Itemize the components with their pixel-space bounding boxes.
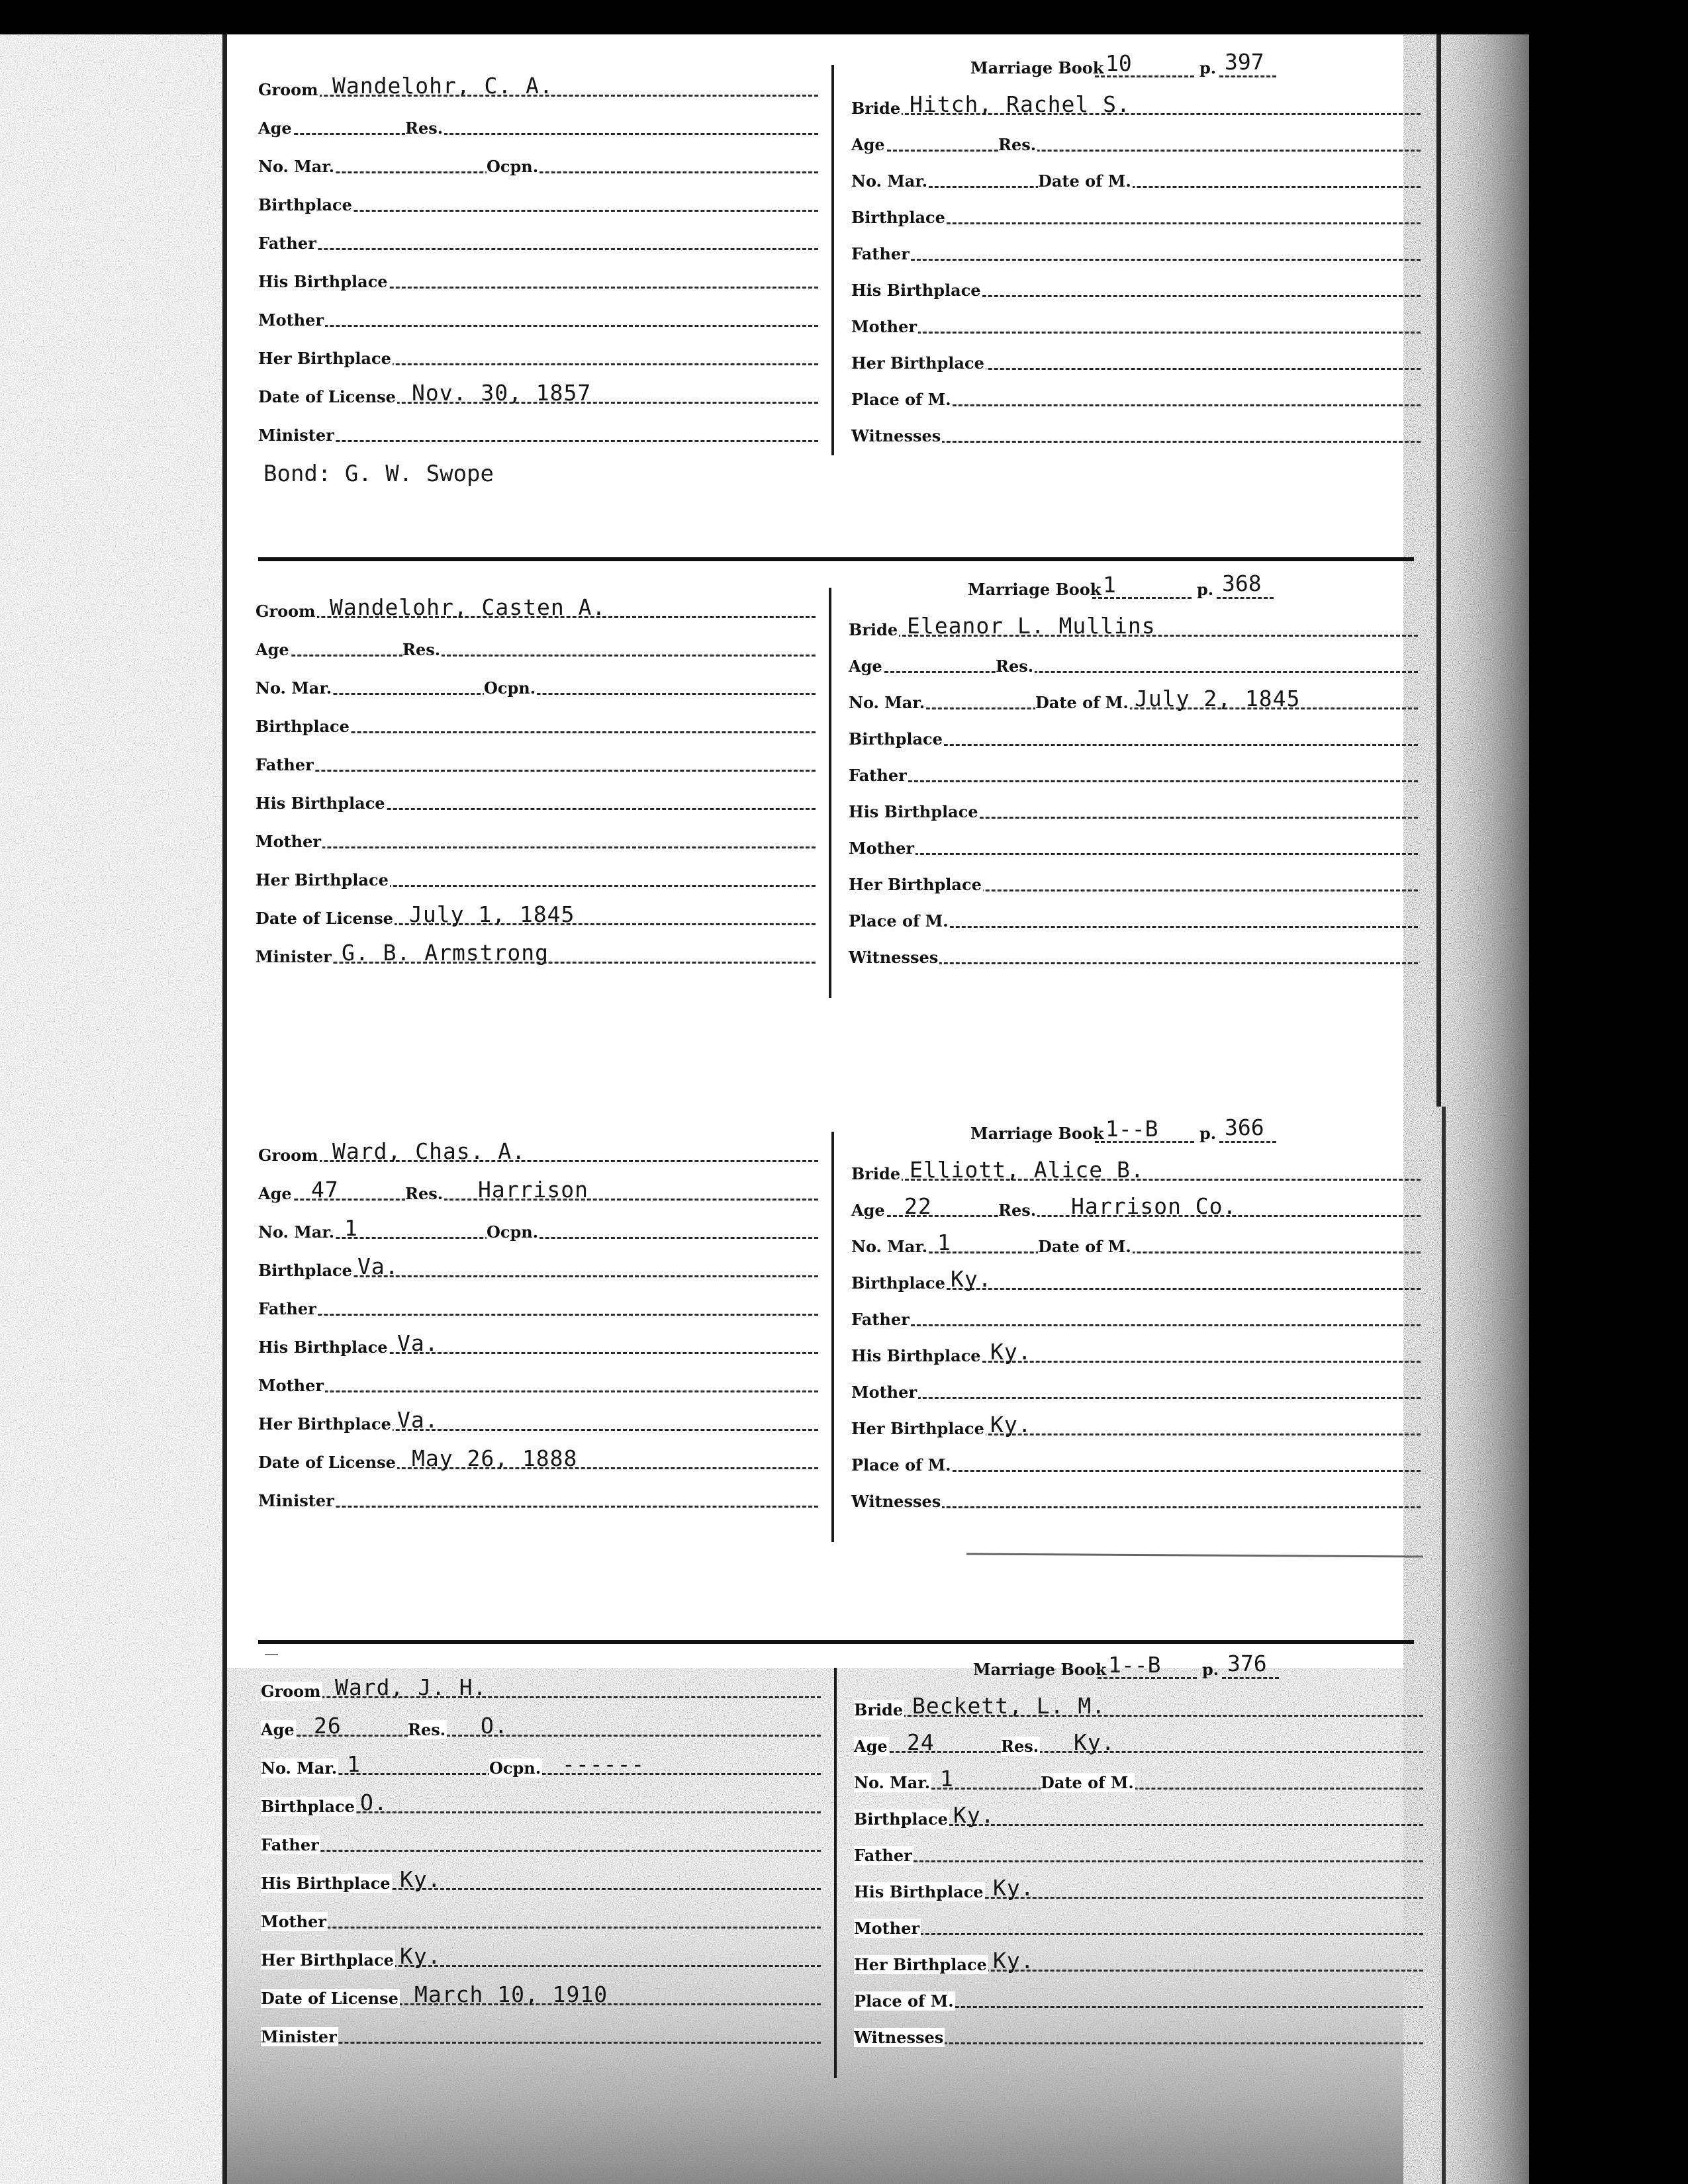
bride-field-row: [851, 273, 1421, 305]
groom-field-row: [258, 418, 818, 450]
field-value: Eleanor L. Mullins: [907, 613, 1156, 639]
bride-field-row: [851, 1448, 1421, 1480]
dotted-fill-line: [851, 1251, 1421, 1253]
dotted-fill-line: [849, 780, 1418, 782]
bride-field-row: [851, 310, 1421, 341]
dotted-fill-line: [261, 1927, 821, 1929]
bride-field-row: [851, 1412, 1421, 1443]
field-label: Mother: [256, 832, 322, 851]
bride-field-row: [851, 1339, 1421, 1371]
field-label: Mother: [258, 310, 324, 330]
groom-field-row: [256, 594, 816, 626]
field-label: Mother: [849, 839, 915, 858]
field-label: Bride: [851, 99, 901, 118]
dotted-fill-line: [1219, 1141, 1276, 1143]
field-value: Wandelohr, Casten A.: [330, 594, 606, 620]
dotted-fill-line: [851, 186, 1421, 188]
groom-field-row: [258, 380, 818, 412]
field-value: 1: [937, 1230, 951, 1255]
field-label: Place of M.: [851, 1455, 951, 1475]
field-label: Her Birthplace: [849, 875, 982, 894]
field-label-secondary: Res.: [405, 1184, 444, 1203]
field-value: 1: [347, 1751, 361, 1777]
marriage-book-label: Marriage Book: [973, 1660, 1107, 1679]
bride-field-row: [854, 1875, 1423, 1907]
field-value: Wandelohr, C. A.: [332, 73, 553, 99]
field-value: 1: [940, 1766, 954, 1792]
field-label-secondary: Res.: [402, 640, 441, 659]
field-value: 22: [904, 1193, 932, 1219]
field-label: Father: [258, 234, 316, 253]
bride-field-row: [849, 940, 1418, 972]
groom-field-row: [256, 786, 816, 818]
field-value: 26: [314, 1713, 342, 1739]
marriage-book-number: 1: [1103, 572, 1116, 598]
field-label-secondary: Date of M.: [1038, 1237, 1131, 1256]
field-value: March 10, 1910: [414, 1981, 608, 2007]
groom-field-row: [256, 748, 816, 780]
bride-field-row: [854, 1911, 1423, 1943]
bride-field-row: [854, 1984, 1423, 2016]
field-label: Birthplace: [854, 1809, 948, 1829]
field-value-secondary: ------: [562, 1751, 645, 1777]
groom-field-row: [261, 1943, 821, 1975]
black-margin-right: [1529, 0, 1688, 2184]
field-value: O.: [360, 1790, 388, 1815]
dotted-fill-line: [258, 325, 818, 327]
field-label: Mother: [261, 1912, 327, 1931]
groom-field-row: [258, 150, 818, 181]
column-divider: [829, 588, 831, 998]
groom-field-row: [258, 188, 818, 220]
left-scan-speckle: [0, 0, 225, 2184]
field-label: No. Mar.: [851, 171, 928, 191]
field-label: Witnesses: [851, 426, 941, 445]
field-label-secondary: Res.: [998, 135, 1037, 154]
groom-field-row: [258, 1484, 818, 1516]
bride-field-row: [849, 649, 1418, 681]
field-value: Ky.: [400, 1943, 442, 1969]
groom-field-row: [261, 1713, 821, 1745]
field-label: Her Birthplace: [256, 870, 389, 889]
field-label: No. Mar.: [258, 1222, 335, 1242]
groom-field-row: [258, 1330, 818, 1362]
bride-field-row: [849, 613, 1418, 645]
page-label: p.: [1197, 580, 1214, 599]
marriage-book-number: 1--B: [1105, 1116, 1158, 1142]
groom-field-row: [258, 73, 818, 105]
field-value: Va.: [357, 1253, 399, 1279]
field-label: Bride: [851, 1164, 901, 1183]
field-label: Minister: [261, 2027, 337, 2046]
dotted-fill-line: [256, 770, 816, 772]
bride-field-row: [851, 164, 1421, 196]
field-label: His Birthplace: [258, 1338, 388, 1357]
field-label: Date of License: [258, 1453, 396, 1472]
bride-field-row: [849, 758, 1418, 790]
field-label-secondary: Ocpn.: [487, 1222, 539, 1242]
field-value: Ky.: [400, 1866, 442, 1892]
field-label: Bride: [854, 1700, 904, 1719]
dotted-fill-line: [258, 1506, 818, 1508]
field-label: Age: [258, 1184, 292, 1203]
field-label: Birthplace: [258, 1261, 352, 1280]
groom-field-row: [258, 303, 818, 335]
field-label: Her Birthplace: [258, 1414, 391, 1433]
groom-field-row: [256, 863, 816, 895]
groom-field-row: [256, 633, 816, 664]
card-divider: [258, 557, 1414, 561]
column-divider: [831, 65, 834, 455]
dotted-fill-line: [854, 1860, 1423, 1862]
field-label: Birthplace: [851, 208, 945, 227]
dotted-fill-line: [261, 1735, 821, 1737]
field-label: Mother: [854, 1919, 920, 1938]
dotted-fill-line: [851, 150, 1421, 152]
marriage-book-page: 366: [1225, 1115, 1264, 1140]
field-label: Birthplace: [851, 1273, 945, 1293]
dotted-fill-line: [849, 853, 1418, 855]
dotted-fill-line: [258, 248, 818, 250]
groom-field-row: [258, 1253, 818, 1285]
field-value: Ky.: [990, 1412, 1032, 1437]
field-label: His Birthplace: [851, 281, 981, 300]
groom-field-row: [256, 825, 816, 856]
field-label: No. Mar.: [261, 1758, 338, 1778]
bride-field-row: [851, 201, 1421, 232]
marriage-book-label: Marriage Book: [970, 1124, 1104, 1143]
field-value: Elliott, Alice B.: [910, 1157, 1145, 1183]
bride-field-row: [854, 1766, 1423, 1797]
bride-field-row: [849, 904, 1418, 936]
bride-field-row: [849, 795, 1418, 827]
dotted-fill-line: [851, 1397, 1421, 1399]
page-label: p.: [1199, 1124, 1217, 1143]
field-value-secondary: Ky.: [1074, 1729, 1115, 1755]
groom-field-row: [261, 1751, 821, 1783]
bride-field-row: [849, 722, 1418, 754]
dotted-fill-line: [1222, 1677, 1279, 1679]
field-label: Mother: [851, 317, 917, 336]
bride-field-row: [851, 346, 1421, 378]
field-label-secondary: Date of M.: [1041, 1773, 1134, 1792]
dotted-fill-line: [256, 655, 816, 657]
field-value: May 26, 1888: [412, 1445, 578, 1471]
field-value: Ky.: [953, 1802, 995, 1828]
field-label-secondary: Res.: [408, 1720, 446, 1739]
dotted-fill-line: [849, 671, 1418, 673]
field-value: Ky.: [993, 1948, 1035, 1974]
field-value-secondary: Harrison: [478, 1177, 588, 1203]
field-value: Hitch, Rachel S.: [910, 91, 1131, 117]
field-label-secondary: Date of M.: [1038, 171, 1131, 191]
field-label: No. Mar.: [854, 1773, 931, 1792]
field-label: Father: [256, 755, 314, 774]
dotted-fill-line: [261, 1850, 821, 1852]
column-divider: [834, 1668, 837, 2078]
field-value: Ky.: [951, 1266, 992, 1292]
marriage-book-label: Marriage Book: [970, 58, 1104, 77]
groom-field-row: [258, 265, 818, 296]
page-label: p.: [1199, 58, 1217, 77]
field-label: Minister: [258, 426, 334, 445]
field-label: Date of License: [258, 387, 396, 406]
black-margin-top: [0, 0, 1688, 34]
dotted-fill-line: [854, 1788, 1423, 1790]
field-label: Witnesses: [851, 1492, 941, 1511]
groom-field-row: [256, 940, 816, 972]
field-label: Bride: [849, 620, 898, 639]
groom-field-row: [261, 2020, 821, 2052]
field-label: Father: [854, 1846, 912, 1865]
field-label: Place of M.: [851, 390, 951, 409]
field-label: Groom: [258, 1146, 318, 1165]
dotted-fill-line: [1217, 597, 1274, 599]
field-label-secondary: Ocpn.: [489, 1758, 541, 1778]
field-label: No. Mar.: [258, 157, 335, 176]
field-label: No. Mar.: [256, 678, 332, 698]
dotted-fill-line: [854, 1933, 1423, 1935]
marriage-book-page: 376: [1227, 1651, 1267, 1676]
bride-field-row: [851, 128, 1421, 159]
bride-field-row: [849, 831, 1418, 863]
field-label: Age: [258, 118, 292, 138]
field-label-secondary: Res.: [998, 1201, 1037, 1220]
bride-field-row: [851, 1157, 1421, 1189]
groom-field-row: [258, 1215, 818, 1247]
field-label: His Birthplace: [261, 1874, 391, 1893]
bride-field-row: [851, 91, 1421, 123]
groom-field-row: [261, 1828, 821, 1860]
groom-field-row: [258, 341, 818, 373]
groom-field-row: [261, 1674, 821, 1706]
dotted-fill-line: [256, 846, 816, 848]
field-value: Beckett, L. M.: [912, 1693, 1106, 1719]
field-value-secondary: July 2, 1845: [1135, 686, 1301, 711]
dotted-fill-line: [258, 1390, 818, 1392]
dotted-fill-line: [854, 1751, 1423, 1753]
field-value: 24: [907, 1729, 935, 1755]
marriage-book-label: Marriage Book: [968, 580, 1102, 599]
field-label: Mother: [258, 1376, 324, 1395]
bride-field-row: [854, 1693, 1423, 1725]
marriage-book-page: 368: [1222, 570, 1262, 596]
field-label: Birthplace: [849, 729, 943, 749]
field-label-secondary: Date of M.: [1035, 693, 1129, 712]
field-value: Va.: [397, 1330, 439, 1356]
field-label: Her Birthplace: [851, 1419, 984, 1438]
groom-field-row: [261, 1905, 821, 1936]
bride-field-row: [849, 686, 1418, 717]
field-label: Father: [261, 1835, 319, 1854]
groom-field-row: [258, 1177, 818, 1208]
bride-field-row: [854, 1802, 1423, 1834]
field-label: Her Birthplace: [258, 349, 391, 368]
field-label: Witnesses: [849, 948, 939, 967]
field-label: Age: [854, 1737, 888, 1756]
field-value-secondary: O.: [481, 1713, 508, 1739]
field-label: Her Birthplace: [854, 1955, 987, 1974]
bride-field-row: [854, 1729, 1423, 1761]
field-label: Groom: [261, 1682, 321, 1701]
marriage-book-page: 397: [1225, 49, 1264, 75]
dotted-fill-line: [851, 332, 1421, 334]
field-label: No. Mar.: [849, 693, 925, 712]
page-label: p.: [1202, 1660, 1219, 1679]
dotted-fill-line: [851, 259, 1421, 261]
field-value: July 1, 1845: [409, 901, 575, 927]
field-label: His Birthplace: [851, 1346, 981, 1365]
field-value: Ky.: [990, 1339, 1032, 1365]
field-label: Age: [261, 1720, 295, 1739]
groom-field-row: [258, 1445, 818, 1477]
field-label: Birthplace: [256, 717, 350, 736]
field-label: His Birthplace: [854, 1882, 984, 1901]
field-value: 1: [344, 1215, 358, 1241]
field-value: Nov. 30, 1857: [412, 380, 592, 406]
bride-field-row: [851, 237, 1421, 269]
field-label: Her Birthplace: [851, 353, 984, 373]
right-page-edge: [1436, 34, 1441, 1107]
bride-field-row: [851, 383, 1421, 414]
field-label: His Birthplace: [258, 272, 388, 291]
bride-field-row: [854, 2021, 1423, 2052]
bride-field-row: [849, 868, 1418, 899]
groom-field-row: [258, 1369, 818, 1400]
card-divider: [258, 1640, 1414, 1644]
field-label: Father: [849, 766, 907, 785]
groom-field-row: [258, 1292, 818, 1324]
groom-field-row: [258, 111, 818, 143]
field-label: Father: [851, 1310, 910, 1329]
field-label: Minister: [256, 947, 332, 966]
dotted-fill-line: [849, 707, 1418, 709]
groom-field-row: [258, 1138, 818, 1170]
field-label: His Birthplace: [256, 794, 385, 813]
field-label: Age: [849, 657, 882, 676]
field-label: Her Birthplace: [261, 1950, 394, 1970]
groom-field-row: [261, 1866, 821, 1898]
field-label: Place of M.: [849, 911, 949, 931]
field-label-secondary: Ocpn.: [484, 678, 536, 698]
field-value: G. B. Armstrong: [342, 940, 549, 966]
field-label: Date of License: [261, 1989, 399, 2008]
dotted-fill-line: [851, 1324, 1421, 1326]
field-label: Groom: [258, 80, 318, 99]
field-label: Father: [851, 244, 910, 263]
bride-field-row: [851, 1193, 1421, 1225]
marriage-book-number: 1--B: [1108, 1652, 1161, 1678]
field-value: Ky.: [993, 1875, 1035, 1901]
field-value: Ward, J. H.: [335, 1674, 487, 1700]
field-label: No. Mar.: [851, 1237, 928, 1256]
bride-field-row: [854, 1948, 1423, 1979]
field-value-secondary: Harrison Co.: [1071, 1193, 1237, 1219]
field-value: Ward, Chas. A.: [332, 1138, 526, 1164]
groom-field-row: [261, 1790, 821, 1821]
field-value: Va.: [397, 1407, 439, 1433]
field-label: Place of M.: [854, 1991, 954, 2011]
bride-field-row: [851, 419, 1421, 451]
bride-field-row: [851, 1230, 1421, 1261]
field-label: Minister: [258, 1491, 334, 1510]
dotted-fill-line: [258, 133, 818, 135]
field-value: 47: [311, 1177, 339, 1203]
dotted-fill-line: [258, 440, 818, 442]
dotted-fill-line: [258, 1314, 818, 1316]
groom-field-row: [261, 1981, 821, 2013]
field-label-secondary: Res.: [1001, 1737, 1039, 1756]
field-label: Mother: [851, 1383, 917, 1402]
field-label: Date of License: [256, 909, 393, 928]
groom-field-row: [256, 901, 816, 933]
field-label-secondary: Ocpn.: [487, 157, 539, 176]
groom-field-row: [258, 1407, 818, 1439]
field-label: Age: [851, 135, 885, 154]
field-label: Groom: [256, 602, 316, 621]
field-label: Witnesses: [854, 2028, 944, 2047]
field-label: Birthplace: [261, 1797, 355, 1816]
field-label: His Birthplace: [849, 802, 978, 821]
bride-field-row: [851, 1302, 1421, 1334]
field-label-secondary: Res.: [405, 118, 444, 138]
field-label: Father: [258, 1299, 316, 1318]
bride-field-row: [851, 1484, 1421, 1516]
marriage-book-number: 10: [1105, 50, 1132, 76]
bond-note: Bond: G. W. Swope: [263, 461, 494, 487]
dotted-fill-line: [261, 2042, 821, 2044]
groom-field-row: [256, 671, 816, 703]
bride-field-row: [851, 1266, 1421, 1298]
field-label: Age: [851, 1201, 885, 1220]
field-label: Birthplace: [258, 195, 352, 214]
bride-field-row: [854, 1839, 1423, 1870]
groom-field-row: [258, 226, 818, 258]
field-label-secondary: Res.: [996, 657, 1034, 676]
column-divider: [831, 1132, 834, 1542]
bride-field-row: [851, 1375, 1421, 1407]
field-label: Age: [256, 640, 289, 659]
left-page-edge: [222, 34, 227, 2184]
groom-field-row: [256, 709, 816, 741]
dotted-fill-line: [1219, 75, 1276, 77]
